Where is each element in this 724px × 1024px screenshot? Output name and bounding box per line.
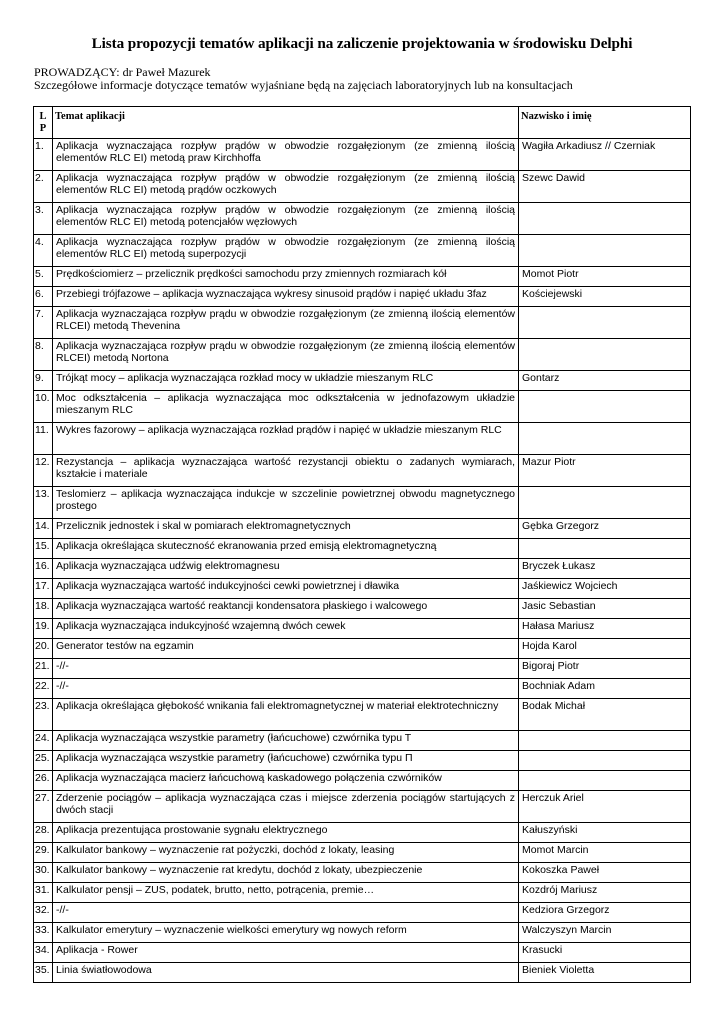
table-row (34, 579, 691, 599)
row-topic: Aplikacja wyznaczająca rozpływ prądów w obwodzie rozgałęzionym (ze zmienną ilością elementów RLC EI) metodą praw Kirchhoffa (53, 139, 519, 171)
row-number: 26. (34, 771, 53, 791)
row-number: 21. (34, 659, 53, 679)
table-row (34, 171, 691, 203)
row-topic: Rezystancja – aplikacja wyznaczająca wartość rezystancji obiektu o zadanych wymiarach, kształcie i materiale (53, 455, 519, 487)
row-topic: Aplikacja wyznaczająca rozpływ prądów w obwodzie rozgałęzionym (ze zmienną ilością elementów RLC EI) metodą potencjałów węzłowych (53, 203, 519, 235)
row-topic: Aplikacja wyznaczająca udźwig elektromagnesu (53, 559, 519, 579)
table-row (34, 487, 691, 519)
row-number: 18. (34, 599, 53, 619)
row-name: Gontarz (519, 371, 691, 391)
row-topic: Aplikacja wyznaczająca wartość reaktancji kondensatora płaskiego i walcowego (53, 599, 519, 619)
row-topic: Linia światłowodowa (53, 963, 519, 983)
row-name (519, 731, 691, 751)
table-row (34, 423, 691, 455)
row-name (519, 235, 691, 267)
row-topic: Aplikacja wyznaczająca rozpływ prądów w obwodzie rozgałęzionym (ze zmienną ilością elementów RLC EI) metodą prądów oczkowych (53, 171, 519, 203)
row-name: Walczyszyn Marcin (519, 923, 691, 943)
row-topic: Aplikacja wyznaczająca rozpływ prądu w obwodzie rozgałęzionym (ze zmienną ilością elementów RLCEI) metodą Thevenina (53, 307, 519, 339)
row-name (519, 771, 691, 791)
table-row (34, 731, 691, 751)
header-lp (34, 107, 53, 139)
row-name: Momot Piotr (519, 267, 691, 287)
row-topic: Aplikacja wyznaczająca macierz łańcuchową kaskadowego połączenia czwórników (53, 771, 519, 791)
row-topic: Aplikacja - Rower (53, 943, 519, 963)
row-number: 16. (34, 559, 53, 579)
row-name (519, 751, 691, 771)
row-name: Kokoszka Paweł (519, 863, 691, 883)
row-name: Jaśkiewicz Wojciech (519, 579, 691, 599)
row-number: 30. (34, 863, 53, 883)
table-row (34, 287, 691, 307)
row-topic: Kalkulator bankowy – wyznaczenie rat kredytu, dochód z lokaty, ubezpieczenie (53, 863, 519, 883)
row-name: Momot Marcin (519, 843, 691, 863)
row-name (519, 487, 691, 519)
table-row (34, 903, 691, 923)
row-topic: Kalkulator emerytury – wyznaczenie wielkości emerytury wg nowych reform (53, 923, 519, 943)
row-name (519, 391, 691, 423)
table-row (34, 659, 691, 679)
row-number: 31. (34, 883, 53, 903)
table-row (34, 599, 691, 619)
row-name: Jasic Sebastian (519, 599, 691, 619)
header-lp-l: L (39, 111, 47, 122)
table-row (34, 699, 691, 731)
row-topic: Aplikacja wyznaczająca rozpływ prądów w obwodzie rozgałęzionym (ze zmienną ilością elementów RLC EI) metodą superpozycji (53, 235, 519, 267)
row-number: 7. (34, 307, 53, 339)
row-number: 23. (34, 699, 53, 731)
row-name: Bryczek Łukasz (519, 559, 691, 579)
row-topic: Zderzenie pociągów – aplikacja wyznaczająca czas i miejsce zderzenia pociągów startujących z dwóch stacji (53, 791, 519, 823)
header-lp-p: P (39, 123, 47, 134)
row-topic: Aplikacja określająca skuteczność ekranowania przed emisją elektromagnetyczną (53, 539, 519, 559)
row-number: 33. (34, 923, 53, 943)
table-row (34, 539, 691, 559)
row-topic: -//- (53, 903, 519, 923)
table-row (34, 559, 691, 579)
row-name: Bodak Michał (519, 699, 691, 731)
row-name: Wagiła Arkadiusz // Czerniak (519, 139, 691, 171)
document-title: Lista propozycji tematów aplikacji na zaliczenie projektowania w środowisku Delphi (91, 35, 633, 52)
row-topic: Aplikacja prezentująca prostowanie sygnału elektrycznego (53, 823, 519, 843)
row-number: 1. (34, 139, 53, 171)
row-name: Bieniek Violetta (519, 963, 691, 983)
table-row (34, 751, 691, 771)
row-topic: Teslomierz – aplikacja wyznaczająca indukcje w szczelinie powietrznej obwodu magnetycznego prostego (53, 487, 519, 519)
row-number: 24. (34, 731, 53, 751)
row-name: Szewc Dawid (519, 171, 691, 203)
info-note: Szczegółowe informacje dotyczące tematów wyjaśniane będą na zajęciach laboratoryjnych lub na konsultacjach (34, 78, 573, 92)
header-name: Nazwisko i imię (519, 107, 691, 139)
row-number: 28. (34, 823, 53, 843)
row-topic: Trójkąt mocy – aplikacja wyznaczająca rozkład mocy w układzie mieszanym RLC (53, 371, 519, 391)
row-number: 34. (34, 943, 53, 963)
row-name: Bochniak Adam (519, 679, 691, 699)
table-row (34, 339, 691, 371)
row-name: Mazur Piotr (519, 455, 691, 487)
table-row (34, 923, 691, 943)
row-topic: Generator testów na egzamin (53, 639, 519, 659)
row-number: 29. (34, 843, 53, 863)
row-number: 11. (34, 423, 53, 455)
row-name (519, 307, 691, 339)
row-number: 22. (34, 679, 53, 699)
row-topic: -//- (53, 679, 519, 699)
table-row (34, 823, 691, 843)
row-number: 4. (34, 235, 53, 267)
table-row (34, 863, 691, 883)
row-number: 8. (34, 339, 53, 371)
row-number: 25. (34, 751, 53, 771)
row-number: 5. (34, 267, 53, 287)
table-row (34, 519, 691, 539)
row-number: 9. (34, 371, 53, 391)
row-topic: Aplikacja wyznaczająca wszystkie parametry (łańcuchowe) czwórnika typu Π (53, 751, 519, 771)
row-number: 13. (34, 487, 53, 519)
topics-table (33, 106, 691, 983)
row-topic: Przelicznik jednostek i skal w pomiarach elektromagnetycznych (53, 519, 519, 539)
header-topic: Temat aplikacji (53, 107, 519, 139)
row-number: 20. (34, 639, 53, 659)
row-topic: Przebiegi trójfazowe – aplikacja wyznaczająca wykresy sinusoid prądów i napięć układu 3faz (53, 287, 519, 307)
row-number: 35. (34, 963, 53, 983)
row-name (519, 539, 691, 559)
table-row (34, 791, 691, 823)
table-row (34, 307, 691, 339)
row-topic: Wykres fazorowy – aplikacja wyznaczająca rozkład prądów i napięć w układzie mieszanym RLC (53, 423, 519, 455)
table-row (34, 371, 691, 391)
row-name: Krasucki (519, 943, 691, 963)
table-row (34, 235, 691, 267)
table-row (34, 843, 691, 863)
row-topic: Moc odkształcenia – aplikacja wyznaczająca moc odkształcenia w jednofazowym układzie mieszanym RLC (53, 391, 519, 423)
table-row (34, 139, 691, 171)
row-name: Hałasa Mariusz (519, 619, 691, 639)
row-topic: Prędkościomierz – przelicznik prędkości samochodu przy zmiennych rozmiarach kół (53, 267, 519, 287)
row-name (519, 339, 691, 371)
row-topic: Aplikacja wyznaczająca indukcyjność wzajemną dwóch cewek (53, 619, 519, 639)
table-row (34, 619, 691, 639)
row-number: 17. (34, 579, 53, 599)
table-row (34, 963, 691, 983)
table-row (34, 639, 691, 659)
row-number: 12. (34, 455, 53, 487)
row-name (519, 203, 691, 235)
row-topic: Aplikacja określająca głębokość wnikania fali elektromagnetycznej w materiał elektrotechniczny (53, 699, 519, 731)
row-number: 3. (34, 203, 53, 235)
row-topic: Kalkulator pensji – ZUS, podatek, brutto, netto, potrącenia, premie… (53, 883, 519, 903)
row-number: 10. (34, 391, 53, 423)
table-header-row (34, 107, 691, 139)
row-name: Gębka Grzegorz (519, 519, 691, 539)
table-row (34, 771, 691, 791)
row-topic: Aplikacja wyznaczająca wartość indukcyjności cewki powietrznej i dławika (53, 579, 519, 599)
table-row (34, 883, 691, 903)
row-number: 27. (34, 791, 53, 823)
table-row (34, 455, 691, 487)
row-number: 6. (34, 287, 53, 307)
row-name (519, 423, 691, 455)
row-number: 19. (34, 619, 53, 639)
table-row (34, 267, 691, 287)
row-topic: Aplikacja wyznaczająca wszystkie parametry (łańcuchowe) czwórnika typu T (53, 731, 519, 751)
row-name: Hojda Karol (519, 639, 691, 659)
table-row (34, 679, 691, 699)
row-name: Kozdrój Mariusz (519, 883, 691, 903)
row-name: Herczuk Ariel (519, 791, 691, 823)
row-name: Kedziora Grzegorz (519, 903, 691, 923)
row-number: 32. (34, 903, 53, 923)
row-topic: Aplikacja wyznaczająca rozpływ prądu w obwodzie rozgałęzionym (ze zmienną ilością elementów RLCEI) metodą Nortona (53, 339, 519, 371)
row-topic: -//- (53, 659, 519, 679)
row-name: Kałuszyński (519, 823, 691, 843)
table-row (34, 943, 691, 963)
table-row (34, 203, 691, 235)
row-name: Bigoraj Piotr (519, 659, 691, 679)
row-name: Kościejewski (519, 287, 691, 307)
row-number: 2. (34, 171, 53, 203)
row-number: 15. (34, 539, 53, 559)
instructor-line: PROWADZĄCY: dr Paweł Mazurek (34, 65, 211, 79)
table-row (34, 391, 691, 423)
row-topic: Kalkulator bankowy – wyznaczenie rat pożyczki, dochód z lokaty, leasing (53, 843, 519, 863)
row-number: 14. (34, 519, 53, 539)
